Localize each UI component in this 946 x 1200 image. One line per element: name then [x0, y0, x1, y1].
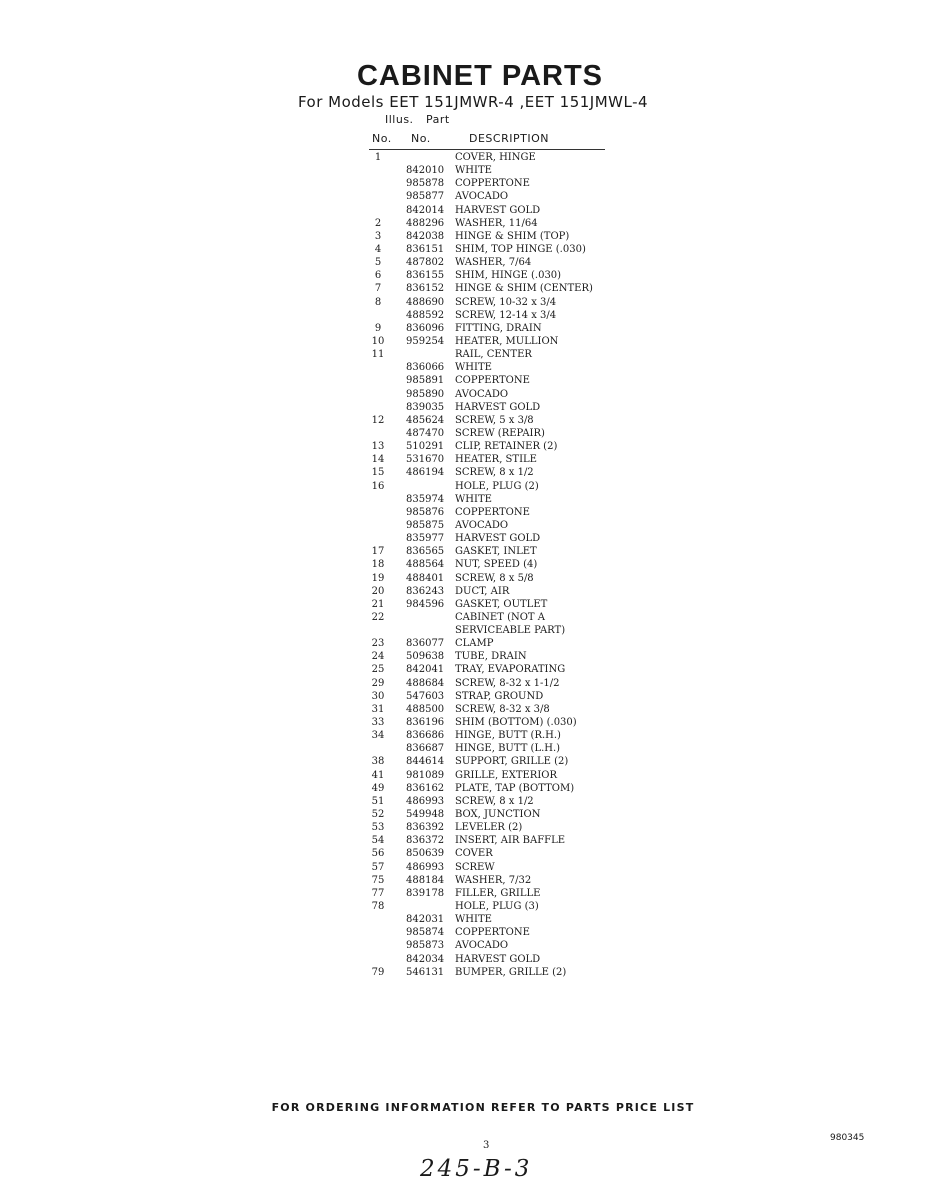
part-no: 486993 — [406, 795, 445, 807]
table-row — [366, 190, 626, 203]
header-illus: Illus. — [385, 113, 414, 126]
description: HINGE, BUTT (L.H.) — [455, 743, 561, 755]
illus-no: 51 — [371, 795, 385, 807]
part-no: 509638 — [406, 651, 445, 663]
description: CLIP, RETAINER (2) — [455, 441, 558, 453]
table-row — [366, 296, 626, 309]
table-row — [366, 558, 626, 571]
part-no: 488296 — [406, 217, 445, 229]
illus-no: 34 — [371, 730, 385, 742]
illus-no: 18 — [371, 559, 385, 571]
illus-no: 12 — [371, 414, 385, 426]
part-no: 836155 — [406, 270, 445, 282]
illus-no: 19 — [371, 572, 385, 584]
description: COPPERTONE — [455, 375, 530, 387]
part-no: 488564 — [406, 559, 445, 571]
table-row — [366, 742, 626, 755]
illus-no: 79 — [371, 966, 385, 978]
table-row — [366, 164, 626, 177]
illus-no: 13 — [371, 441, 385, 453]
table-row — [366, 611, 626, 624]
page-title: CABINET PARTS — [356, 60, 604, 92]
illus-no: 6 — [374, 270, 382, 282]
header-illus-no: No. — [372, 132, 392, 145]
illus-no: 1 — [374, 152, 382, 163]
page-number: 3 — [483, 1140, 490, 1151]
description: HINGE & SHIM (TOP) — [455, 230, 570, 242]
illus-no: 4 — [374, 243, 382, 255]
part-no: 839178 — [406, 887, 445, 899]
table-row — [366, 585, 626, 598]
illus-no: 14 — [371, 454, 385, 466]
table-row — [366, 769, 626, 782]
table-row — [366, 335, 626, 348]
table-row — [366, 230, 626, 243]
illus-no: 3 — [374, 230, 382, 242]
table-row — [366, 953, 626, 966]
ordering-note: FOR ORDERING INFORMATION REFER TO PARTS PRICE LIST — [271, 1101, 695, 1114]
table-row — [366, 282, 626, 295]
description: FILLER, GRILLE — [455, 887, 541, 899]
illus-no: 30 — [371, 690, 385, 702]
part-no: 836196 — [406, 717, 445, 729]
illus-no: 8 — [374, 296, 382, 308]
table-row — [366, 361, 626, 374]
parts-list — [366, 151, 626, 979]
table-row — [366, 532, 626, 545]
description: WHITE — [455, 914, 492, 926]
part-no: 985891 — [406, 375, 445, 387]
illus-no: 7 — [374, 283, 382, 295]
table-row — [366, 466, 626, 479]
description: STRAP, GROUND — [455, 690, 544, 702]
table-row — [366, 926, 626, 939]
illus-no: 21 — [371, 598, 385, 610]
table-row — [366, 309, 626, 322]
part-no: 985890 — [406, 388, 445, 400]
description: SHIM (BOTTOM) (.030) — [455, 717, 577, 729]
description: SCREW, 5 x 3/8 — [455, 414, 534, 426]
illus-no: 33 — [371, 717, 385, 729]
description: HEATER, MULLION — [455, 335, 559, 347]
description: NUT, SPEED (4) — [455, 559, 538, 571]
part-no: 836151 — [406, 243, 445, 255]
description: HINGE, BUTT (R.H.) — [455, 730, 561, 742]
table-row — [366, 650, 626, 663]
illus-no: 31 — [371, 703, 385, 715]
table-row — [366, 506, 626, 519]
table-row — [366, 690, 626, 703]
description: HARVEST GOLD — [455, 533, 541, 545]
description: SCREW, 8 x 1/2 — [455, 795, 534, 807]
part-no: 549948 — [406, 809, 445, 821]
table-row — [366, 348, 626, 361]
table-row — [366, 598, 626, 611]
table-row — [366, 874, 626, 887]
part-no: 836243 — [406, 585, 445, 597]
description: WHITE — [455, 165, 492, 177]
part-no: 836687 — [406, 743, 445, 755]
description: AVOCADO — [455, 519, 509, 531]
description: COPPERTONE — [455, 506, 530, 518]
part-no: 836392 — [406, 822, 445, 834]
part-no: 842031 — [406, 914, 445, 926]
header-rule — [369, 149, 605, 150]
description: GRILLE, EXTERIOR — [455, 769, 558, 781]
models-subtitle: For Models EET 151JMWR-4 ,EET 151JMWL-4 — [297, 93, 649, 111]
part-no: 835974 — [406, 493, 445, 505]
part-no: 844614 — [406, 756, 445, 768]
description: HARVEST GOLD — [455, 401, 541, 413]
description: PLATE, TAP (BOTTOM) — [455, 782, 575, 794]
table-row — [366, 545, 626, 558]
part-no: 839035 — [406, 401, 445, 413]
table-row — [366, 808, 626, 821]
illus-no: 11 — [371, 349, 385, 361]
illus-no: 15 — [371, 467, 385, 479]
part-no: 985878 — [406, 178, 445, 190]
part-no: 836077 — [406, 638, 445, 650]
table-row — [366, 453, 626, 466]
table-row — [366, 243, 626, 256]
illus-no: 24 — [371, 651, 385, 663]
description: TRAY, EVAPORATING — [455, 664, 566, 676]
description: SCREW, 8-32 x 1-1/2 — [455, 677, 560, 689]
description: SUPPORT, GRILLE (2) — [455, 756, 569, 768]
part-no: 836162 — [406, 782, 445, 794]
part-no: 842010 — [406, 165, 445, 177]
part-no: 547603 — [406, 690, 445, 702]
illus-no: 16 — [371, 480, 385, 492]
description: CABINET (NOT A — [455, 611, 545, 623]
table-row — [366, 624, 626, 637]
part-no: 487470 — [406, 427, 445, 439]
description: HINGE & SHIM (CENTER) — [455, 283, 593, 295]
table-row — [366, 729, 626, 742]
table-row — [366, 427, 626, 440]
illus-no: 78 — [371, 901, 385, 913]
illus-no: 38 — [371, 756, 385, 768]
description: SCREW (REPAIR) — [455, 427, 545, 439]
part-no: 836152 — [406, 283, 445, 295]
description: HARVEST GOLD — [455, 953, 541, 965]
table-row — [366, 414, 626, 427]
part-no: 835977 — [406, 533, 445, 545]
table-row — [366, 204, 626, 217]
table-row — [366, 374, 626, 387]
part-no: 981089 — [406, 769, 445, 781]
description: AVOCADO — [455, 388, 509, 400]
illus-no: 25 — [371, 664, 385, 676]
description: COVER — [455, 848, 493, 860]
table-row — [366, 151, 626, 164]
table-row — [366, 388, 626, 401]
description: SCREW, 12-14 x 3/4 — [455, 309, 557, 321]
description: COVER, HINGE — [455, 152, 536, 163]
table-row — [366, 493, 626, 506]
description: SCREW, 10-32 x 3/4 — [455, 296, 557, 308]
description: SHIM, TOP HINGE (.030) — [455, 243, 586, 255]
description: AVOCADO — [455, 940, 509, 952]
table-row — [366, 821, 626, 834]
description: SCREW, 8 x 1/2 — [455, 467, 534, 479]
part-no: 487802 — [406, 257, 445, 269]
part-no: 510291 — [406, 441, 445, 453]
part-no: 842014 — [406, 204, 445, 216]
description: COPPERTONE — [455, 927, 530, 939]
illus-no: 5 — [374, 257, 382, 269]
table-row — [366, 217, 626, 230]
description: WASHER, 7/32 — [455, 874, 532, 886]
illus-no: 52 — [371, 809, 385, 821]
header-description: DESCRIPTION — [469, 132, 549, 145]
illus-no: 53 — [371, 822, 385, 834]
header-part: Part — [426, 113, 450, 126]
part-no: 836565 — [406, 546, 445, 558]
table-row — [366, 795, 626, 808]
description: HOLE, PLUG (2) — [455, 480, 539, 492]
illus-no: 10 — [371, 335, 385, 347]
table-row — [366, 401, 626, 414]
table-row — [366, 256, 626, 269]
description: LEVELER (2) — [455, 822, 523, 834]
part-no: 985873 — [406, 940, 445, 952]
description: SCREW, 8-32 x 3/8 — [455, 703, 550, 715]
illus-no: 57 — [371, 861, 385, 873]
part-no: 836686 — [406, 730, 445, 742]
illus-no: 77 — [371, 887, 385, 899]
description: SERVICEABLE PART) — [455, 625, 566, 637]
part-no: 836096 — [406, 322, 445, 334]
part-no: 984596 — [406, 598, 445, 610]
table-row — [366, 703, 626, 716]
part-no: 486993 — [406, 861, 445, 873]
description: COPPERTONE — [455, 178, 530, 190]
table-row — [366, 847, 626, 860]
table-row — [366, 440, 626, 453]
table-row — [366, 269, 626, 282]
part-no: 488592 — [406, 309, 445, 321]
description: BOX, JUNCTION — [455, 809, 541, 821]
illus-no: 20 — [371, 585, 385, 597]
part-no: 836372 — [406, 835, 445, 847]
description: GASKET, OUTLET — [455, 598, 548, 610]
part-no: 836066 — [406, 362, 445, 374]
table-row — [366, 322, 626, 335]
table-row — [366, 637, 626, 650]
table-row — [366, 887, 626, 900]
description: RAIL, CENTER — [455, 349, 532, 361]
table-row — [366, 913, 626, 926]
part-no: 850639 — [406, 848, 445, 860]
table-row — [366, 900, 626, 913]
description: SCREW, 8 x 5/8 — [455, 572, 534, 584]
illus-no: 41 — [371, 769, 385, 781]
description: WHITE — [455, 362, 492, 374]
description: SCREW — [455, 861, 495, 873]
part-no: 842041 — [406, 664, 445, 676]
description: HEATER, STILE — [455, 454, 537, 466]
description: SHIM, HINGE (.030) — [455, 270, 562, 282]
part-no: 842038 — [406, 230, 445, 242]
illus-no: 9 — [374, 322, 382, 334]
description: HOLE, PLUG (3) — [455, 901, 539, 913]
part-no: 485624 — [406, 414, 445, 426]
illus-no: 56 — [371, 848, 385, 860]
table-row — [366, 966, 626, 979]
illus-no: 54 — [371, 835, 385, 847]
part-no: 488401 — [406, 572, 445, 584]
table-row — [366, 782, 626, 795]
illus-no: 2 — [374, 217, 382, 229]
description: FITTING, DRAIN — [455, 322, 542, 334]
description: DUCT, AIR — [455, 585, 510, 597]
part-no: 985874 — [406, 927, 445, 939]
table-row — [366, 677, 626, 690]
description: AVOCADO — [455, 191, 509, 203]
part-no: 486194 — [406, 467, 445, 479]
illus-no: 29 — [371, 677, 385, 689]
header-part-no: No. — [411, 132, 431, 145]
table-row — [366, 177, 626, 190]
description: WASHER, 11/64 — [455, 217, 538, 229]
description: TUBE, DRAIN — [455, 651, 527, 663]
illus-no: 49 — [371, 782, 385, 794]
illus-no: 23 — [371, 638, 385, 650]
description: WHITE — [455, 493, 492, 505]
part-no: 488500 — [406, 703, 445, 715]
description: HARVEST GOLD — [455, 204, 541, 216]
table-row — [366, 939, 626, 952]
description: BUMPER, GRILLE (2) — [455, 966, 567, 978]
table-row — [366, 755, 626, 768]
table-row — [366, 861, 626, 874]
part-no: 531670 — [406, 454, 445, 466]
table-row — [366, 663, 626, 676]
part-no: 985877 — [406, 191, 445, 203]
part-no: 488690 — [406, 296, 445, 308]
document-id: 980345 — [830, 1133, 865, 1143]
description: GASKET, INLET — [455, 546, 537, 558]
part-no: 985875 — [406, 519, 445, 531]
handwritten-note: 245-B-3 — [420, 1156, 533, 1182]
part-no: 488184 — [406, 874, 445, 886]
illus-no: 17 — [371, 546, 385, 558]
table-row — [366, 519, 626, 532]
part-no: 546131 — [406, 966, 445, 978]
part-no: 985876 — [406, 506, 445, 518]
part-no: 842034 — [406, 953, 445, 965]
table-row — [366, 480, 626, 493]
description: INSERT, AIR BAFFLE — [455, 835, 566, 847]
part-no: 959254 — [406, 335, 445, 347]
illus-no: 22 — [371, 611, 385, 623]
description: WASHER, 7/64 — [455, 257, 532, 269]
illus-no: 75 — [371, 874, 385, 886]
part-no: 488684 — [406, 677, 445, 689]
table-row — [366, 572, 626, 585]
table-row — [366, 834, 626, 847]
description: CLAMP — [455, 638, 494, 650]
table-row — [366, 716, 626, 729]
